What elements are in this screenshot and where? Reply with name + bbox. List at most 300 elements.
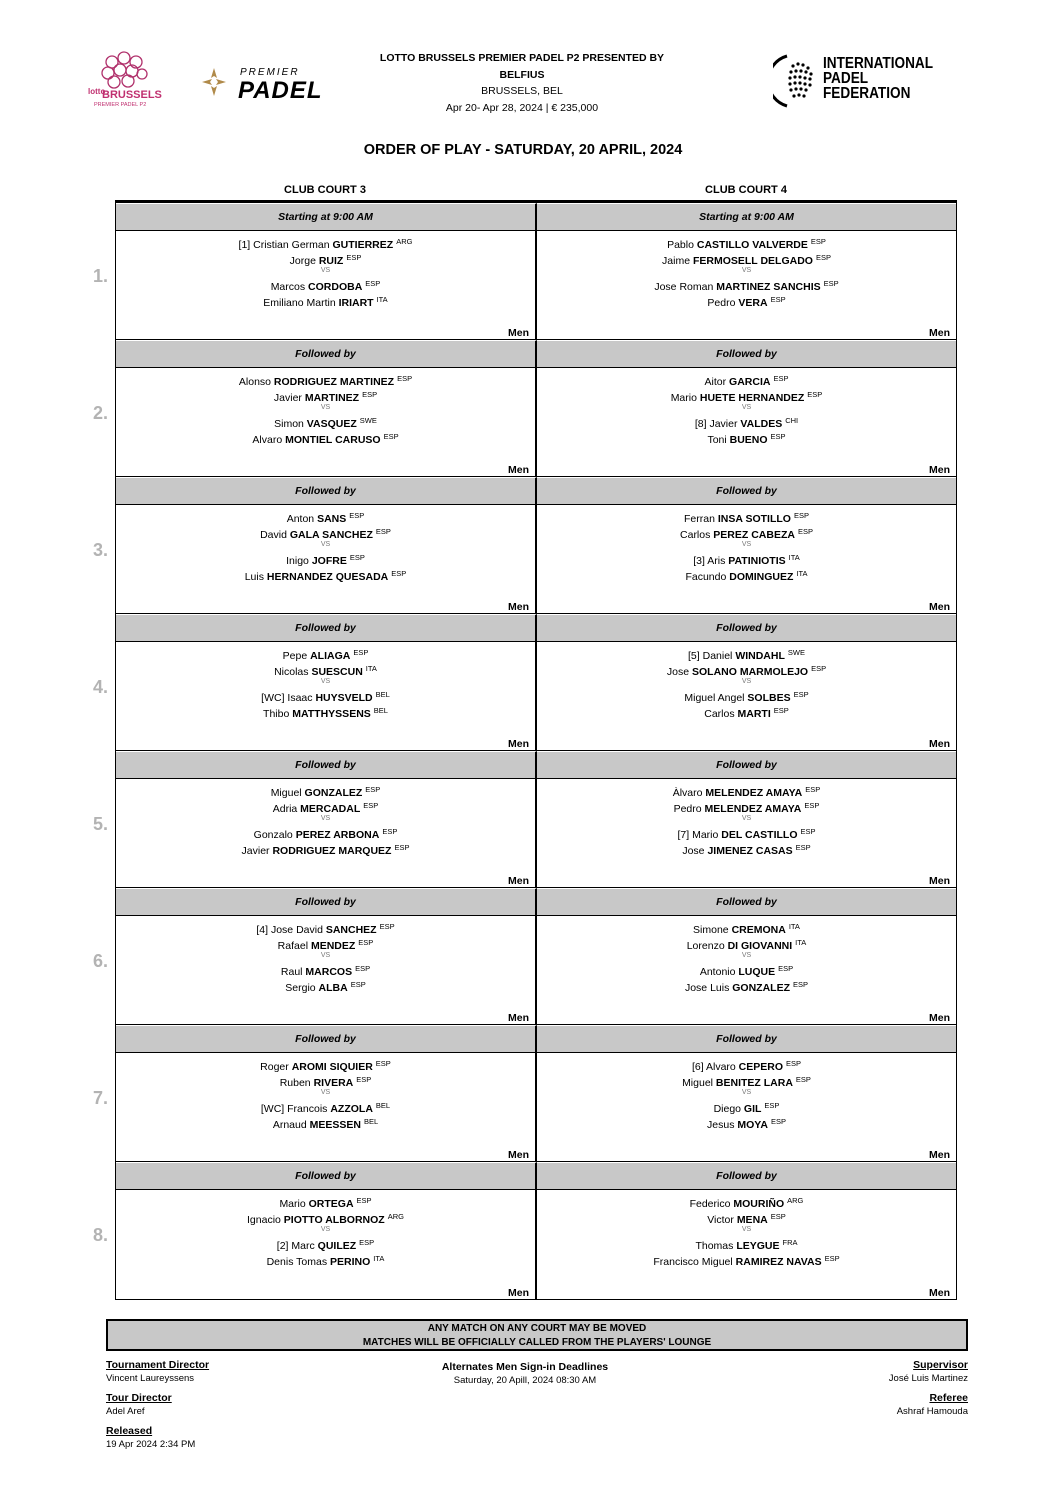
svg-text:lotto: lotto bbox=[88, 87, 106, 96]
player-entry bbox=[537, 935, 956, 951]
player-first-name: Mario bbox=[279, 1198, 306, 1210]
player-first-name: Alvaro bbox=[705, 1061, 736, 1073]
player-first-name: Gonzalo bbox=[253, 829, 293, 841]
player-entry bbox=[537, 550, 956, 566]
player-last-name: GONZALEZ bbox=[304, 787, 363, 799]
player-entry bbox=[116, 413, 535, 429]
player-last-name: IRIART bbox=[338, 297, 374, 309]
player-entry bbox=[537, 840, 956, 856]
match-cell bbox=[537, 505, 956, 613]
player-last-name: WINDAHL bbox=[735, 650, 785, 662]
player-nationality: SWE bbox=[787, 648, 805, 657]
tournament-director-label: Tournament Director bbox=[106, 1359, 210, 1371]
tournament-director-name: Vincent Laureyssens bbox=[106, 1373, 195, 1384]
round-time-bar bbox=[116, 340, 956, 368]
player-first-name: Jose bbox=[682, 845, 705, 857]
match-row bbox=[116, 779, 956, 888]
match-cell bbox=[537, 916, 956, 1024]
player-last-name: DI GIOVANNI bbox=[727, 940, 793, 952]
player-nationality: ESP bbox=[363, 801, 379, 810]
referee-label: Referee bbox=[929, 1392, 968, 1404]
player-last-name: GIL bbox=[743, 1103, 762, 1115]
round-time-bar bbox=[116, 203, 956, 231]
player-entry bbox=[537, 687, 956, 703]
player-first-name: Daniel bbox=[702, 650, 733, 662]
round-3 bbox=[116, 477, 956, 614]
player-first-name: Thomas bbox=[695, 1240, 734, 1252]
vs-label: VS bbox=[741, 815, 752, 822]
player-entry bbox=[537, 508, 956, 524]
player-last-name: ALIAGA bbox=[310, 650, 351, 662]
match-players bbox=[537, 508, 956, 582]
match-cell bbox=[537, 231, 956, 339]
player-first-name: Aris bbox=[707, 555, 726, 567]
time-label-court-4: Followed by bbox=[537, 477, 956, 504]
player-last-name: HERNANDEZ QUESADA bbox=[266, 571, 389, 583]
round-number: 3. bbox=[93, 540, 109, 560]
footer-right bbox=[889, 1358, 968, 1419]
player-first-name: Pablo bbox=[667, 239, 694, 251]
match-cell bbox=[537, 1190, 956, 1299]
player-entry bbox=[537, 413, 956, 429]
notice-line2: MATCHES WILL BE OFFICIALLY CALLED FROM THE PLAYERS' LOUNGE bbox=[362, 1337, 712, 1348]
player-entry bbox=[116, 371, 535, 387]
player-entry bbox=[537, 961, 956, 977]
player-nationality: ESP bbox=[811, 664, 827, 673]
match-players bbox=[537, 234, 956, 308]
player-last-name: SANCHEZ bbox=[325, 924, 377, 936]
player-nationality: ESP bbox=[770, 1117, 786, 1126]
match-players bbox=[116, 645, 535, 719]
time-label-court-3: Followed by bbox=[116, 751, 537, 778]
player-first-name: Marcos bbox=[270, 281, 306, 293]
player-nationality: ITA bbox=[376, 295, 388, 304]
match-players bbox=[537, 645, 956, 719]
player-first-name: Jose bbox=[666, 666, 690, 678]
alternates-label: Alternates Men Sign-in Deadlines bbox=[441, 1361, 609, 1373]
match-row bbox=[116, 1190, 956, 1299]
match-category: Men bbox=[508, 1012, 529, 1024]
vs-label: VS bbox=[320, 1226, 331, 1233]
player-entry bbox=[537, 1098, 956, 1114]
fip-wordmark: INTERNATIONAL PADEL FEDERATION bbox=[823, 55, 934, 102]
order-of-play-grid bbox=[115, 200, 957, 1300]
player-first-name: Miguel bbox=[682, 1077, 713, 1089]
player-first-name: Miguel Angel bbox=[684, 692, 745, 704]
player-nationality: BEL bbox=[375, 690, 390, 699]
player-seed: [4] bbox=[256, 924, 269, 936]
player-first-name: Mario bbox=[692, 829, 719, 841]
player-last-name: MENA bbox=[736, 1214, 768, 1226]
round-time-bar bbox=[116, 751, 956, 779]
match-cell bbox=[116, 505, 537, 613]
released-value: 19 Apr 2024 2:34 PM bbox=[106, 1439, 196, 1450]
player-nationality: ESP bbox=[770, 295, 786, 304]
player-last-name: SOLANO MARMOLEJO bbox=[692, 666, 809, 678]
player-last-name: CASTILLO VALVERDE bbox=[696, 239, 808, 251]
player-first-name: Simone bbox=[693, 924, 729, 936]
vs-label: VS bbox=[320, 267, 331, 274]
player-last-name: MARTI bbox=[737, 708, 771, 720]
player-first-name: Simon bbox=[274, 418, 304, 430]
player-seed: [5] bbox=[688, 650, 700, 662]
player-nationality: ESP bbox=[362, 390, 378, 399]
svg-text:BRUSSELS: BRUSSELS bbox=[102, 89, 162, 101]
player-entry bbox=[116, 840, 535, 856]
match-cell bbox=[116, 1053, 537, 1161]
player-entry bbox=[537, 276, 956, 292]
player-last-name: SANS bbox=[317, 513, 347, 525]
player-entry bbox=[116, 566, 535, 582]
svg-text:PREMIER PADEL P2: PREMIER PADEL P2 bbox=[94, 102, 147, 108]
player-nationality: ESP bbox=[358, 938, 374, 947]
player-nationality: ARG bbox=[387, 1212, 404, 1221]
player-last-name: PEREZ CABEZA bbox=[713, 529, 795, 541]
round-number: 4. bbox=[93, 677, 109, 697]
player-first-name: Roger bbox=[260, 1061, 289, 1073]
round-2 bbox=[116, 340, 956, 477]
player-first-name: Thibo bbox=[263, 708, 290, 720]
match-category: Men bbox=[508, 1149, 529, 1161]
vs-label: VS bbox=[741, 1226, 752, 1233]
player-entry bbox=[537, 703, 956, 719]
round-time-bar bbox=[116, 1025, 956, 1053]
player-last-name: AZZOLA bbox=[330, 1103, 373, 1115]
time-label-court-3: Starting at 9:00 AM bbox=[116, 203, 537, 230]
round-number: 6. bbox=[93, 951, 109, 971]
player-first-name: Diego bbox=[713, 1103, 741, 1115]
player-last-name: INSA SOTILLO bbox=[717, 513, 791, 525]
vs-label: VS bbox=[320, 541, 331, 548]
player-last-name: GALA SANCHEZ bbox=[289, 529, 373, 541]
supervisor-label: Supervisor bbox=[913, 1359, 968, 1371]
alternates-value: Saturday, 20 Apill, 2024 08:30 AM bbox=[453, 1375, 597, 1386]
player-entry bbox=[116, 935, 535, 951]
match-cell bbox=[116, 779, 537, 887]
page-header bbox=[0, 0, 1058, 140]
player-first-name: Pedro bbox=[707, 297, 736, 309]
match-category: Men bbox=[929, 327, 950, 339]
player-last-name: RAMIREZ NAVAS bbox=[735, 1256, 822, 1268]
player-first-name: Adria bbox=[272, 803, 298, 815]
player-first-name: Cristian German bbox=[253, 239, 330, 251]
player-nationality: ESP bbox=[382, 827, 398, 836]
player-entry bbox=[116, 524, 535, 540]
player-entry bbox=[537, 977, 956, 993]
player-nationality: ESP bbox=[394, 843, 410, 852]
supervisor-name: José Luis Martinez bbox=[888, 1373, 968, 1384]
match-category: Men bbox=[508, 601, 529, 613]
player-nationality: ESP bbox=[359, 1238, 375, 1247]
player-first-name: Toni bbox=[707, 434, 727, 446]
player-entry bbox=[116, 234, 535, 250]
player-last-name: ALBA bbox=[318, 982, 348, 994]
referee-name: Ashraf Hamouda bbox=[896, 1406, 968, 1417]
player-first-name: Pepe bbox=[282, 650, 308, 662]
player-entry bbox=[537, 919, 956, 935]
player-entry bbox=[537, 250, 956, 266]
player-last-name: MONTIEL CARUSO bbox=[285, 434, 381, 446]
player-last-name: VASQUEZ bbox=[306, 418, 357, 430]
player-last-name: AROMI SIQUIER bbox=[291, 1061, 373, 1073]
player-last-name: GARCIA bbox=[729, 376, 771, 388]
player-nationality: ITA bbox=[788, 553, 800, 562]
match-cell bbox=[537, 642, 956, 750]
match-row bbox=[116, 642, 956, 751]
round-6 bbox=[116, 888, 956, 1025]
player-first-name: Raul bbox=[280, 966, 303, 978]
player-nationality: ESP bbox=[356, 1196, 372, 1205]
round-time-bar bbox=[116, 614, 956, 642]
player-last-name: BENITEZ LARA bbox=[715, 1077, 793, 1089]
player-nationality: ITA bbox=[796, 569, 808, 578]
match-row bbox=[116, 916, 956, 1025]
round-1 bbox=[116, 203, 956, 340]
match-players bbox=[537, 371, 956, 445]
round-time-bar bbox=[116, 1162, 956, 1190]
player-first-name: Francois bbox=[287, 1103, 328, 1115]
player-first-name: Jose Roman bbox=[654, 281, 714, 293]
player-seed: [2] bbox=[276, 1240, 289, 1252]
player-first-name: Luis bbox=[244, 571, 264, 583]
player-entry bbox=[116, 276, 535, 292]
match-category: Men bbox=[508, 875, 529, 887]
player-entry bbox=[537, 429, 956, 445]
player-nationality: ESP bbox=[815, 253, 831, 262]
player-last-name: SUESCUN bbox=[311, 666, 363, 678]
player-last-name: HUETE HERNANDEZ bbox=[699, 392, 805, 404]
player-last-name: MERCADAL bbox=[300, 803, 361, 815]
time-label-court-4: Followed by bbox=[537, 751, 956, 778]
player-nationality: ESP bbox=[805, 785, 821, 794]
round-5 bbox=[116, 751, 956, 888]
player-nationality: ESP bbox=[800, 827, 816, 836]
player-first-name: Denis Tomas bbox=[266, 1256, 328, 1268]
player-entry bbox=[537, 824, 956, 840]
player-nationality: ESP bbox=[773, 374, 789, 383]
player-first-name: Carlos bbox=[704, 708, 735, 720]
player-first-name: Isaac bbox=[287, 692, 313, 704]
match-players bbox=[116, 371, 535, 445]
player-first-name: Àlvaro bbox=[672, 787, 703, 799]
court-header-right: CLUB COURT 4 bbox=[705, 184, 787, 196]
player-last-name: MATTHYSSENS bbox=[292, 708, 371, 720]
match-category: Men bbox=[929, 738, 950, 750]
player-first-name: Jose David bbox=[270, 924, 323, 936]
match-category: Men bbox=[929, 875, 950, 887]
time-label-court-3: Followed by bbox=[116, 1162, 537, 1189]
player-first-name: Rafael bbox=[277, 940, 309, 952]
player-nationality: ESP bbox=[810, 237, 826, 246]
player-entry bbox=[116, 1098, 535, 1114]
player-entry bbox=[116, 1209, 535, 1225]
player-nationality: ESP bbox=[804, 801, 820, 810]
match-category: Men bbox=[929, 464, 950, 476]
player-last-name: MARTINEZ SANCHIS bbox=[716, 281, 821, 293]
player-last-name: PERINO bbox=[330, 1256, 371, 1268]
player-last-name: GONZALEZ bbox=[732, 982, 790, 994]
player-last-name: FERMOSELL DELGADO bbox=[692, 255, 813, 267]
player-first-name: Javier bbox=[273, 392, 302, 404]
player-first-name: David bbox=[260, 529, 287, 541]
player-nationality: ESP bbox=[793, 511, 809, 520]
player-entry bbox=[116, 1235, 535, 1251]
player-first-name: Emiliano Martin bbox=[263, 297, 336, 309]
player-entry bbox=[537, 1072, 956, 1088]
match-players bbox=[116, 508, 535, 582]
player-first-name: Jaime bbox=[662, 255, 691, 267]
player-last-name: JIMENEZ CASAS bbox=[707, 845, 793, 857]
player-nationality: ESP bbox=[770, 1212, 786, 1221]
vs-label: VS bbox=[741, 541, 752, 548]
player-nationality: ESP bbox=[349, 511, 365, 520]
player-last-name: GUTIERREZ bbox=[332, 239, 394, 251]
player-entry bbox=[537, 1251, 956, 1267]
player-nationality: ESP bbox=[824, 1254, 840, 1263]
premier-padel-logo bbox=[202, 62, 348, 102]
player-nationality: ESP bbox=[770, 432, 786, 441]
match-players bbox=[116, 1056, 535, 1130]
player-last-name: PATINIOTIS bbox=[728, 555, 786, 567]
player-last-name: ORTEGA bbox=[308, 1198, 354, 1210]
player-first-name: Ignacio bbox=[247, 1214, 281, 1226]
player-first-name: Jesus bbox=[707, 1119, 735, 1131]
player-first-name: Ferran bbox=[684, 513, 715, 525]
time-label-court-3: Followed by bbox=[116, 888, 537, 915]
player-first-name: Federico bbox=[689, 1198, 731, 1210]
round-number: 1. bbox=[93, 266, 109, 286]
player-first-name: Carlos bbox=[680, 529, 711, 541]
player-seed: [WC] bbox=[261, 692, 285, 704]
player-last-name: PIOTTO ALBORNOZ bbox=[283, 1214, 385, 1226]
player-entry bbox=[116, 919, 535, 935]
player-entry bbox=[116, 977, 535, 993]
player-nationality: FRA bbox=[782, 1238, 798, 1247]
match-row bbox=[116, 231, 956, 340]
player-nationality: ITA bbox=[788, 922, 800, 931]
player-last-name: DOMINGUEZ bbox=[729, 571, 794, 583]
player-last-name: MEESSEN bbox=[309, 1119, 361, 1131]
player-last-name: MELENDEZ AMAYA bbox=[705, 787, 803, 799]
match-row bbox=[116, 1053, 956, 1162]
vs-label: VS bbox=[320, 1089, 331, 1096]
round-8 bbox=[116, 1162, 956, 1299]
player-last-name: MARTINEZ bbox=[304, 392, 360, 404]
match-row bbox=[116, 368, 956, 477]
player-entry bbox=[116, 1114, 535, 1130]
order-of-play-title: ORDER OF PLAY - SATURDAY, 20 APRIL, 2024 bbox=[363, 142, 683, 158]
player-entry bbox=[116, 798, 535, 814]
player-first-name: Jorge bbox=[289, 255, 316, 267]
player-last-name: MELENDEZ AMAYA bbox=[704, 803, 802, 815]
player-first-name: Francisco Miguel bbox=[653, 1256, 733, 1268]
player-entry bbox=[537, 566, 956, 582]
player-seed: [7] bbox=[677, 829, 690, 841]
player-entry bbox=[537, 1114, 956, 1130]
player-last-name: CEPERO bbox=[738, 1061, 784, 1073]
player-entry bbox=[116, 550, 535, 566]
player-last-name: JOFRE bbox=[311, 555, 347, 567]
player-last-name: LEYGUE bbox=[736, 1240, 780, 1252]
player-entry bbox=[537, 1209, 956, 1225]
player-entry bbox=[116, 687, 535, 703]
match-cell bbox=[116, 916, 537, 1024]
time-label-court-4: Followed by bbox=[537, 888, 956, 915]
player-entry bbox=[116, 1193, 535, 1209]
player-first-name: Alvaro bbox=[252, 434, 283, 446]
player-entry bbox=[116, 292, 535, 308]
player-entry bbox=[537, 371, 956, 387]
player-nationality: ESP bbox=[778, 964, 794, 973]
player-entry bbox=[116, 703, 535, 719]
vs-label: VS bbox=[320, 678, 331, 685]
player-entry bbox=[116, 824, 535, 840]
match-row bbox=[116, 505, 956, 614]
player-entry bbox=[116, 782, 535, 798]
match-players bbox=[537, 1056, 956, 1130]
vs-label: VS bbox=[320, 815, 331, 822]
court-header-left: CLUB COURT 3 bbox=[284, 184, 366, 196]
match-cell bbox=[116, 642, 537, 750]
player-entry bbox=[116, 250, 535, 266]
player-entry bbox=[116, 961, 535, 977]
event-title-line1: LOTTO BRUSSELS PREMIER PADEL P2 PRESENTED BY bbox=[379, 52, 665, 64]
player-last-name: PEREZ ARBONA bbox=[295, 829, 380, 841]
time-label-court-4: Followed by bbox=[537, 614, 956, 641]
match-cell bbox=[116, 1190, 537, 1299]
player-first-name: Aitor bbox=[704, 376, 727, 388]
event-location: BRUSSELS, BEL bbox=[481, 85, 563, 97]
fip-logo bbox=[773, 52, 934, 110]
player-entry bbox=[116, 387, 535, 403]
match-players bbox=[537, 1193, 956, 1267]
match-cell bbox=[116, 231, 537, 339]
player-seed: [3] bbox=[693, 555, 705, 567]
vs-label: VS bbox=[320, 404, 331, 411]
player-entry bbox=[116, 1056, 535, 1072]
player-nationality: ITA bbox=[365, 664, 377, 673]
match-category: Men bbox=[929, 1012, 950, 1024]
match-players bbox=[537, 919, 956, 993]
match-category: Men bbox=[508, 464, 529, 476]
player-nationality: ESP bbox=[797, 527, 813, 536]
player-nationality: ESP bbox=[793, 980, 809, 989]
player-nationality: ESP bbox=[375, 1059, 391, 1068]
player-nationality: ESP bbox=[375, 527, 391, 536]
player-first-name: Javier bbox=[709, 418, 738, 430]
player-entry bbox=[116, 1072, 535, 1088]
player-nationality: ESP bbox=[764, 1101, 780, 1110]
svg-text:PADEL: PADEL bbox=[238, 77, 323, 102]
player-last-name: CREMONA bbox=[731, 924, 786, 936]
player-nationality: ARG bbox=[787, 1196, 804, 1205]
player-nationality: ESP bbox=[823, 279, 839, 288]
player-last-name: HUYSVELD bbox=[315, 692, 373, 704]
player-nationality: ESP bbox=[391, 569, 407, 578]
round-time-bar bbox=[116, 888, 956, 916]
vs-label: VS bbox=[741, 267, 752, 274]
released-label: Released bbox=[106, 1425, 153, 1437]
player-entry bbox=[537, 782, 956, 798]
match-category: Men bbox=[929, 1287, 950, 1299]
player-first-name: Ruben bbox=[279, 1077, 311, 1089]
event-title-line2: BELFIUS bbox=[499, 68, 545, 81]
player-nationality: ESP bbox=[353, 648, 369, 657]
player-nationality: ESP bbox=[346, 253, 362, 262]
match-category: Men bbox=[508, 738, 529, 750]
notice-banner bbox=[106, 1319, 968, 1351]
match-category: Men bbox=[929, 601, 950, 613]
